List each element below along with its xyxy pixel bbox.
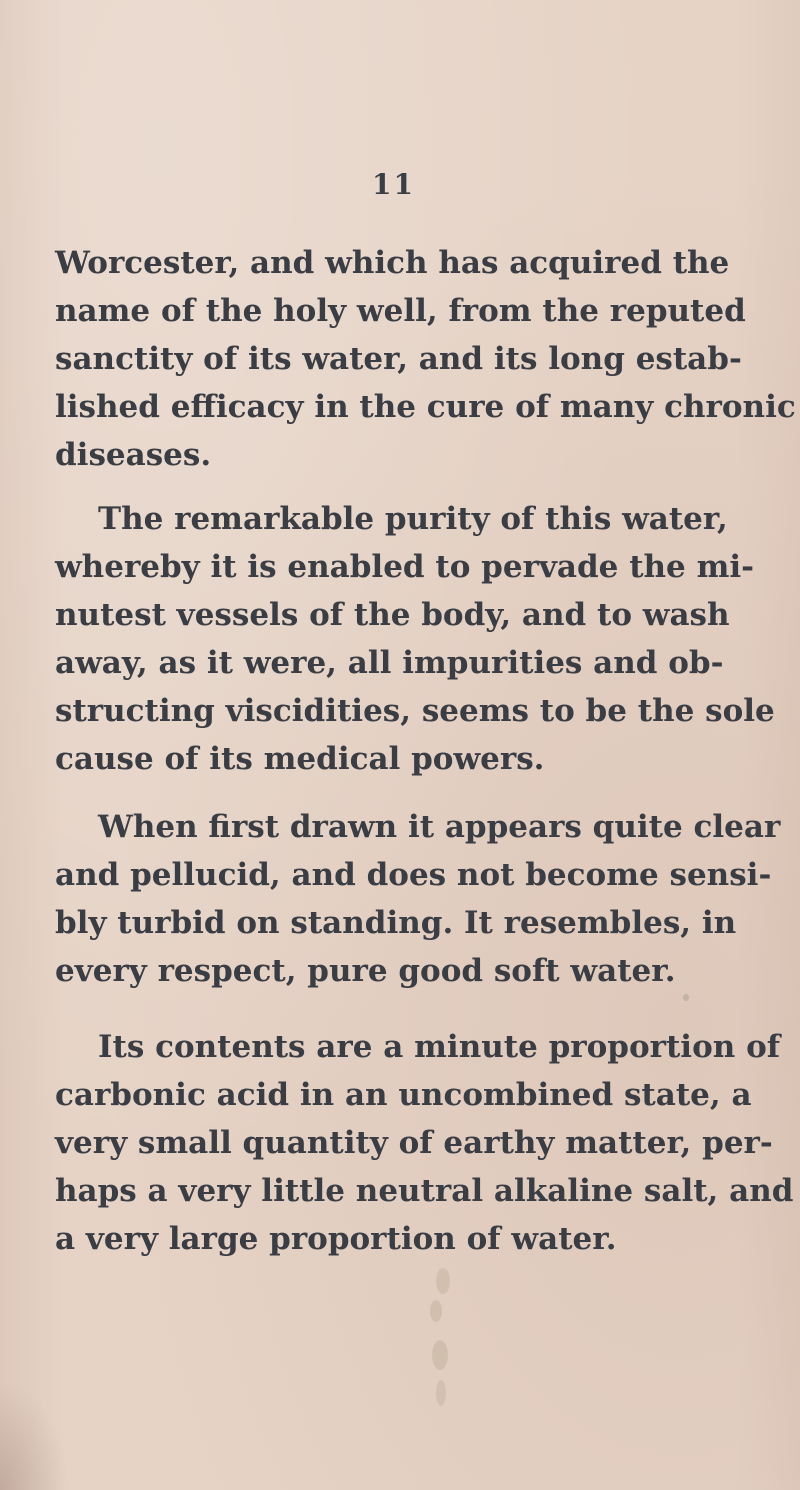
text-line: diseases.	[55, 437, 212, 473]
page-number: 11	[372, 168, 415, 201]
paper-stain	[436, 1380, 446, 1406]
text-line: every respect, pure good soft water.	[55, 953, 676, 989]
text-line: whereby it is enabled to pervade the mi-	[55, 549, 755, 585]
page-edge-shadow	[0, 1380, 70, 1490]
text-line: Its contents are a minute proportion of	[98, 1029, 781, 1065]
text-line: and pellucid, and does not become sensi-	[55, 857, 772, 893]
text-line: Worcester, and which has acquired the	[55, 245, 730, 281]
text-line: away, as it were, all impurities and ob-	[55, 645, 724, 681]
text-line: bly turbid on standing. It resembles, in	[55, 905, 737, 941]
text-line: nutest vessels of the body, and to wash	[55, 597, 730, 633]
text-line: The remarkable purity of this water,	[98, 501, 728, 537]
text-line: carbonic acid in an uncombined state, a	[55, 1077, 752, 1113]
text-line: very small quantity of earthy matter, per-	[55, 1125, 773, 1161]
text-line: haps a very little neutral alkaline salt, and	[55, 1173, 794, 1209]
paper-stain	[436, 1268, 450, 1294]
text-line: structing viscidities, seems to be the sole	[55, 693, 775, 729]
text-line: lished efficacy in the cure of many chronic	[55, 389, 796, 425]
text-line: sanctity of its water, and its long estab-	[55, 341, 742, 377]
text-line: When first drawn it appears quite clear	[98, 809, 781, 845]
text-line: cause of its medical powers.	[55, 741, 545, 777]
text-line: a very large proportion of water.	[55, 1221, 617, 1257]
paper-stain	[430, 1300, 442, 1322]
paper-speck	[683, 994, 689, 1001]
text-line: name of the holy well, from the reputed	[55, 293, 746, 329]
paper-stain	[432, 1340, 448, 1370]
